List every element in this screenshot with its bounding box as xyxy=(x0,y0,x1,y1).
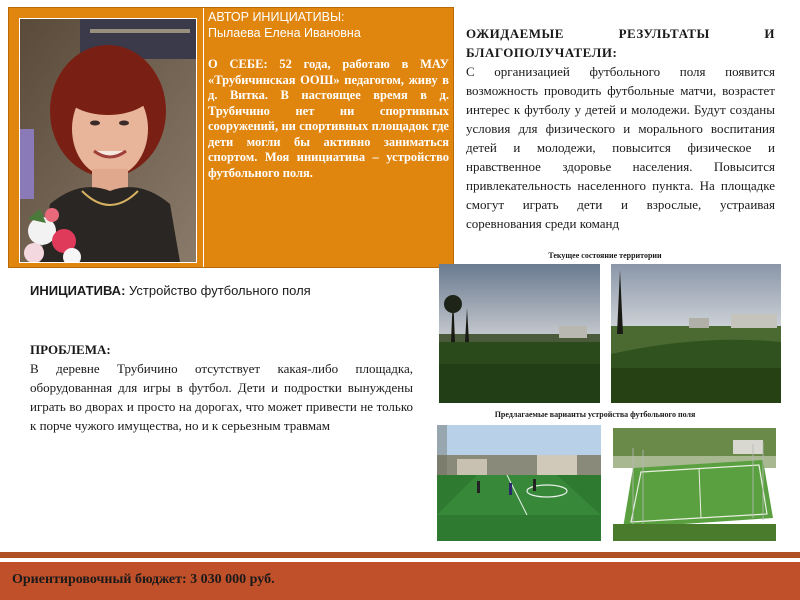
results-text: С организацией футбольного поля появится возможность проводить футбольные матчи, возрастет интерес к футболу у детей и молодежи. Будут созданы условия для физического и морального воспитания детей и молодежи, повысится физическое и нравственное здоровье населения. Повысится привлекательность населенного пункта. На площадке смогут играть дети и взрослые, устраивая соревнования среди команд xyxy=(466,64,775,231)
initiative xyxy=(30,283,311,298)
author-photo xyxy=(19,18,197,263)
problem xyxy=(30,340,413,435)
initiative-label: ИНИЦИАТИВА: xyxy=(30,283,126,298)
results-heading: ОЖИДАЕМЫЕ РЕЗУЛЬТАТЫ И БЛАГОПОЛУЧАТЕЛИ: xyxy=(466,26,775,60)
caption-current-state: Текущее состояние территории xyxy=(548,251,662,260)
caption-proposed-options: Предлагаемые варианты устройства футбольного поля xyxy=(494,410,696,419)
author-panel xyxy=(8,7,454,268)
author-heading: АВТОР ИНИЦИАТИВЫ: xyxy=(208,10,345,24)
author-name: Пылаева Елена Ивановна xyxy=(208,25,361,40)
budget-text: Ориентировочный бюджет: 3 030 000 руб. xyxy=(12,572,275,587)
author-divider xyxy=(203,8,204,267)
expected-results xyxy=(466,24,775,233)
problem-heading: ПРОБЛЕМА: xyxy=(30,342,111,357)
photo-current-territory-1 xyxy=(439,264,600,403)
problem-text: В деревне Трубичино отсутствует какая-либо площадка, оборудованная для игры в футбол. Дети и подростки вынуждены играть во дворах и просто на дорогах, что может привести не только к порче чужого имущества, но и к серьезным травмам xyxy=(30,361,413,433)
photo-current-territory-2 xyxy=(611,264,781,403)
initiative-text: Устройство футбольного поля xyxy=(129,283,311,298)
photo-proposed-field-1 xyxy=(437,425,601,541)
photo-proposed-field-2 xyxy=(613,428,776,541)
author-info xyxy=(208,10,449,181)
author-about: О СЕБЕ: 52 года, работаю в МАУ «Трубичинская ООШ» педагогом, живу в д. Витка. В настоящее время в д. Трубичино нет ни спортивных сооружений, ни спортивных площадок где дети могли бы активно заниматься спортом. Моя инициатива – устройство футбольного поля. xyxy=(208,57,449,180)
footer-stripe xyxy=(0,552,800,558)
